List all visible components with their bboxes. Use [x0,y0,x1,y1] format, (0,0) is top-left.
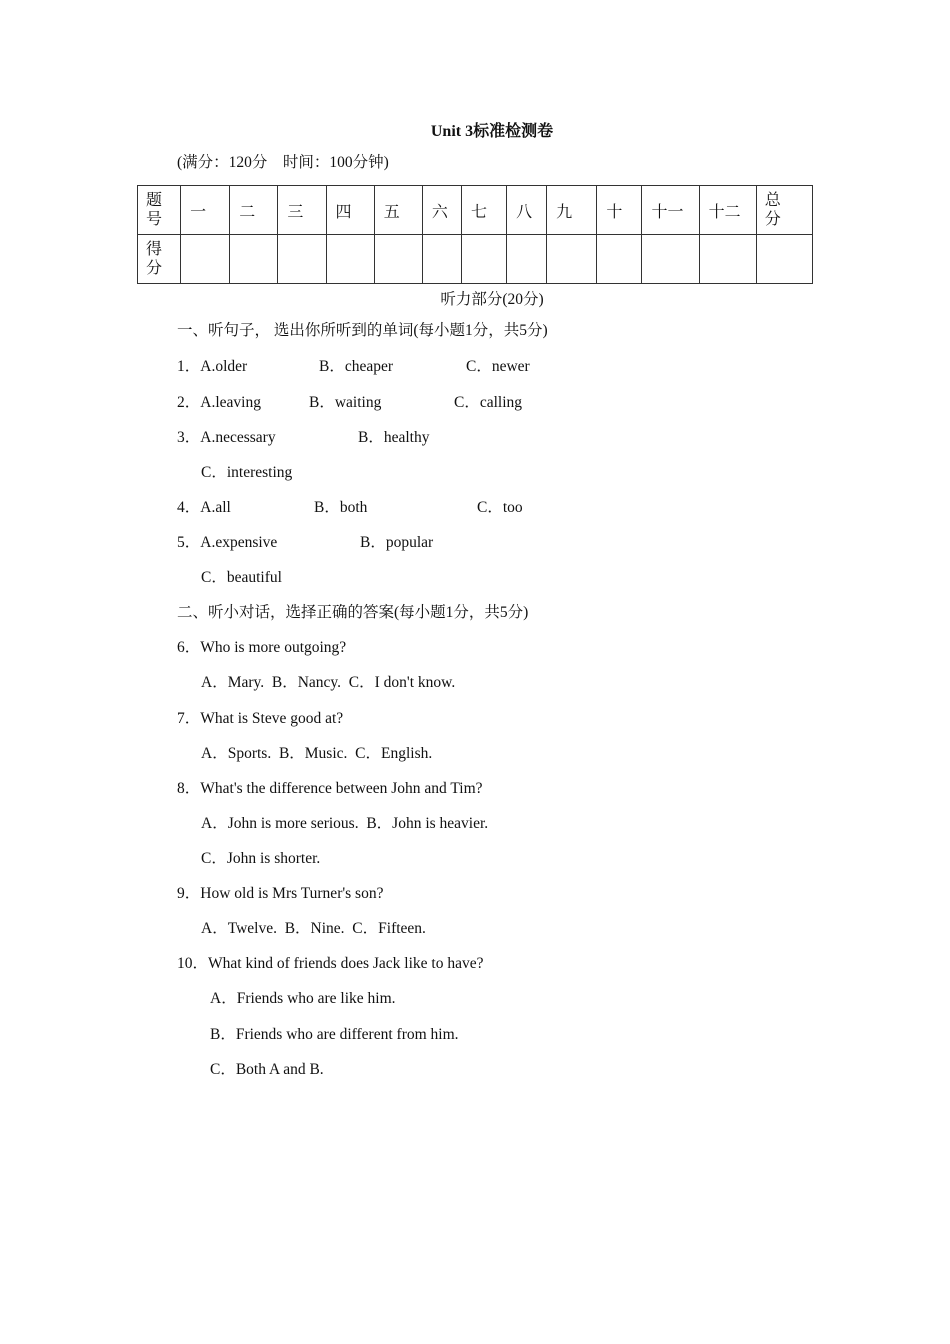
score-cell [642,235,699,284]
q3-option-b: B．healthy [358,429,430,446]
q9-question: 9．How old is Mrs Turner's son? [177,885,384,902]
col-header: 五 [374,186,422,235]
score-cell [181,235,230,284]
score-cell [230,235,278,284]
q7-options: A．Sports. B．Music. C．English. [201,745,433,762]
score-table [137,185,813,284]
score-cell [756,235,812,284]
q6-options: A．Mary. B．Nancy. C．I don't know. [201,674,456,691]
q10-option-a: A．Friends who are like him. [210,990,396,1007]
table-row [138,235,813,284]
q1-option-b: B．cheaper [319,358,394,375]
q10-option-b: B．Friends who are different from him. [210,1026,459,1043]
section-heading: 听力部分(20分) [440,291,544,308]
q1-option-c: C．newer [466,358,530,375]
q7-question: 7．What is Steve good at? [177,710,344,727]
col-header: 二 [230,186,278,235]
col-header: 九 [547,186,597,235]
col-header: 一 [181,186,230,235]
table-row [138,186,813,235]
col-header: 十二 [699,186,756,235]
score-cell [547,235,597,284]
q4-option-c: C．too [477,499,523,516]
score-cell [699,235,756,284]
q8-question: 8．What's the difference between John and Tim? [177,780,483,797]
part2-heading: 二、听小对话，选择正确的答案(每小题1分，共5分) [177,604,529,621]
part1-heading: 一、听句子， 选出你所听到的单词(每小题1分，共5分) [177,322,548,339]
col-header: 七 [461,186,506,235]
row-label-number: 题 号 [138,186,181,235]
score-cell [597,235,642,284]
row-label-score: 得 分 [138,235,181,284]
q1-option-a: 1．A.older [177,358,248,375]
page-title: Unit 3标准检测卷 [430,123,554,140]
q4-option-a: 4．A.all [177,499,231,516]
score-cell [278,235,326,284]
q9-options: A．Twelve. B．Nine. C．Fifteen. [201,920,426,937]
q8-options-line1: A．John is more serious. B．John is heavier. [201,815,489,832]
q5-option-b: B．popular [360,534,434,551]
col-header-total: 总 分 [756,186,812,235]
col-header: 三 [278,186,326,235]
score-cell [422,235,461,284]
col-header: 四 [326,186,374,235]
col-header: 六 [422,186,461,235]
q4-option-b: B．both [314,499,368,516]
q2-option-c: C．calling [454,394,523,411]
q3-option-c: C．interesting [201,464,293,481]
q10-option-c: C．Both A and B. [210,1061,324,1078]
q5-option-a: 5．A.expensive [177,534,278,551]
col-header: 八 [507,186,547,235]
score-cell [374,235,422,284]
q8-options-line2: C．John is shorter. [201,850,321,867]
score-cell [326,235,374,284]
q3-option-a: 3．A.necessary [177,429,276,446]
q6-question: 6．Who is more outgoing? [177,639,347,656]
score-cell [507,235,547,284]
q5-option-c: C．beautiful [201,569,282,586]
col-header: 十一 [642,186,699,235]
q10-question: 10．What kind of friends does Jack like to have? [177,955,484,972]
exam-meta: (满分：120分 时间：100分钟) [177,154,389,171]
col-header: 十 [597,186,642,235]
q2-option-a: 2．A.leaving [177,394,261,411]
score-cell [461,235,506,284]
q2-option-b: B．waiting [309,394,382,411]
